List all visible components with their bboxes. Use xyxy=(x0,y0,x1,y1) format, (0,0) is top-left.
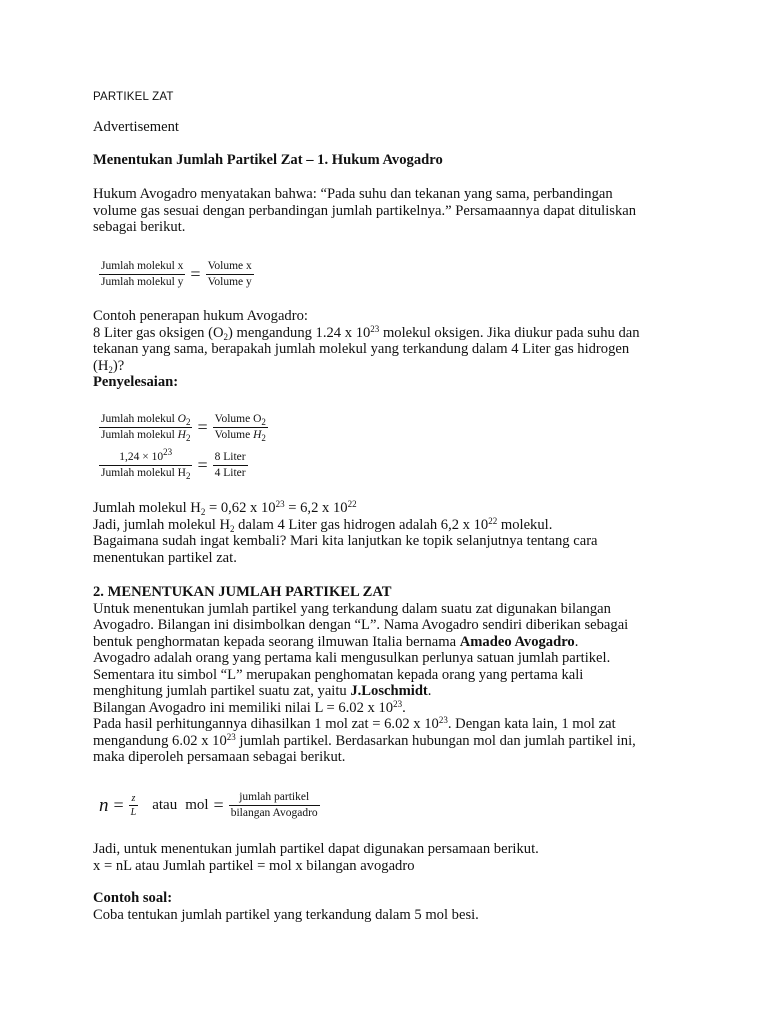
fraction-numerator: Volume x xyxy=(207,260,252,272)
fraction-z-over-L: $\frac{z}{L}$ xyxy=(130,793,137,818)
example-problem-text: Coba tentukan jumlah partikel yang terkandung dalam 5 mol besi. xyxy=(93,906,479,923)
example-paragraph xyxy=(93,308,683,391)
fraction-volumes: $\frac{Volume O_2}{Volume H_2}$ xyxy=(214,413,266,443)
fraction-volumes: $\frac{\text{8 Liter}}{\text{4 Liter}}$ xyxy=(214,451,246,479)
result-line-2: Jadi, jumlah molekul $H_2$ dalam 4 Liter gas hidrogen adalah 6,2 x $10^{22}$ molekul. xyxy=(93,515,553,534)
result-paragraph xyxy=(93,500,683,566)
equals-sign: = xyxy=(190,264,201,284)
text-line: Bilangan Avogadro ini memiliki nilai L = 6.02 x $10^{23}$. xyxy=(93,698,406,716)
fraction-molecules: $\frac{Jumlah molekul O_2}{Jumlah molekul H_2}$ xyxy=(101,413,191,443)
section-1-title: Menentukan Jumlah Partikel Zat – 1. Hukum Avogadro xyxy=(93,152,443,168)
text-line: maka diperoleh persamaan sebagai berikut. xyxy=(93,749,346,765)
example-problem-title: Contoh soal: xyxy=(93,890,173,906)
equals-sign: = xyxy=(213,795,224,815)
fraction-molecules: $\frac{1,24 \times 10^{23}}{Jumlah molekul H_2}$ xyxy=(101,447,191,481)
formula-solution-row-2 xyxy=(99,447,248,481)
text-line: Sementara itu simbol “L” merupakan penghomatan kepada orang yang pertama kali xyxy=(93,666,584,683)
formula-solution-row-1 xyxy=(99,413,268,442)
result-line-3: Bagaimana sudah ingat kembali? Mari kita lanjutkan ke topik selanjutnya tentang cara xyxy=(93,533,598,549)
word-atau: atau xyxy=(152,797,178,813)
formula-avogadro-ratio xyxy=(99,260,254,289)
section-2 xyxy=(93,584,683,766)
conclusion-paragraph xyxy=(93,841,683,874)
equals-sign: = xyxy=(113,795,124,815)
fraction-denominator: Volume y xyxy=(207,276,252,288)
example-intro: Contoh penerapan hukum Avogadro: xyxy=(93,308,308,324)
symbol-n: n xyxy=(99,794,109,816)
example-line-2: tekanan yang sama, berapakah jumlah molekul yang terkandung dalam 4 Liter gas hidrogen xyxy=(93,341,630,357)
document-header: PARTIKEL ZAT xyxy=(93,91,174,103)
formula-mol xyxy=(99,791,320,820)
example-line-3: $(H_2)$? xyxy=(93,357,125,375)
example-problem xyxy=(93,890,683,923)
text-line: volume gas sesuai dengan perbandingan jumlah partikelnya.” Persamaannya dapat dituliskan xyxy=(93,202,637,219)
fraction-volumes xyxy=(206,260,254,289)
text-line: Avogadro adalah orang yang pertama kali mengusulkan perlunya satuan jumlah partikel. xyxy=(93,650,611,666)
fraction-denominator: Jumlah molekul y xyxy=(101,276,184,288)
fraction-numerator: Jumlah molekul x xyxy=(101,260,184,272)
fraction-molecules xyxy=(99,260,185,289)
equals-sign: = xyxy=(197,455,208,475)
equals-sign: = xyxy=(197,417,208,437)
solution-label: Penyelesaian: xyxy=(93,374,179,390)
text-line: x = nL atau Jumlah partikel = mol x bilangan avogadro xyxy=(93,857,415,874)
section-2-title: 2. MENENTUKAN JUMLAH PARTIKEL ZAT xyxy=(93,584,392,600)
result-line-4: menentukan partikel zat. xyxy=(93,549,237,566)
advertisement-label: Advertisement xyxy=(93,119,179,135)
text-line: Avogadro. Bilangan ini disimbolkan dengan “L”. Nama Avogadro sendiri diberikan sebagai xyxy=(93,617,629,633)
text-line: Untuk menentukan jumlah partikel yang terkandung dalam suatu zat digunakan bilangan xyxy=(93,600,611,617)
word-mol: mol xyxy=(185,797,209,813)
text-line: bentuk penghormatan kepada seorang ilmuwan Italia bernama Amadeo Avogadro. xyxy=(93,633,579,650)
text-line: Pada hasil perhitungannya dihasilkan 1 mol zat = 6.02 x $10^{23}$. Dengan kata lain, 1 mol zat xyxy=(93,715,616,732)
text-line: mengandung 6.02 x $10^{23}$ jumlah partikel. Berdasarkan hubungan mol dan jumlah partikel ini, xyxy=(93,731,636,749)
text-line: Hukum Avogadro menyatakan bahwa: “Pada suhu dan tekanan yang sama, perbandingan xyxy=(93,186,613,202)
paragraph-avogadro-law xyxy=(93,186,683,236)
example-line-1: 8 Liter gas oksigen $(O_2)$ mengandung 1.24 x $10^{23}$ molekul oksigen. Jika diukur pada suhu dan xyxy=(93,323,640,342)
result-line-1: Jumlah molekul $H_2 = 0,62$ x $10^{23} = 6,2$ x $10^{22}$ xyxy=(93,499,357,517)
text-line: menghitung jumlah partikel suatu zat, yaitu J.Loschmidt. xyxy=(93,683,432,699)
text-line: Jadi, untuk menentukan jumlah partikel dapat digunakan persamaan berikut. xyxy=(93,841,539,857)
text-line: sebagai berikut. xyxy=(93,219,186,235)
fraction-particles-over-avogadro: $\frac{\text{jumlah partikel}}{\text{bilangan Avogadro}}$ xyxy=(230,791,318,819)
